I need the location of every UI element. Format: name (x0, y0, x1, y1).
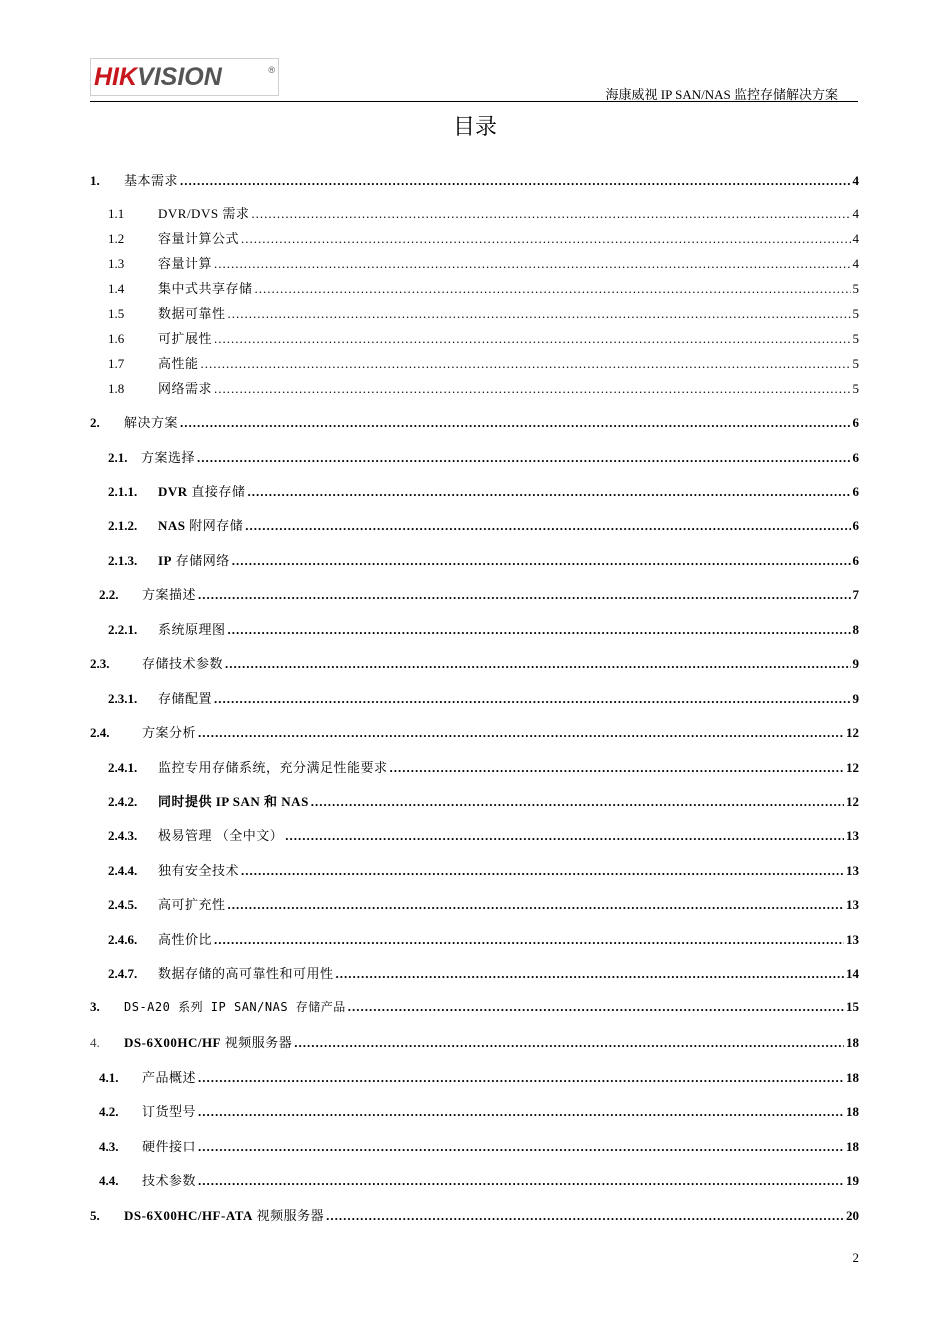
toc-leader-dots (255, 281, 851, 297)
toc-entry-label: DVR/DVS 需求 (158, 206, 250, 221)
toc-entry-page: 18 (846, 1104, 859, 1119)
toc-entry[interactable] (90, 228, 859, 248)
toc-entry-label: 高可扩充性 (158, 897, 226, 912)
toc-entry-number: 1.2 (108, 231, 125, 246)
toc-entry-label: 数据可靠性 (158, 306, 226, 321)
toc-entry-number: 2.4.4. (108, 863, 138, 878)
toc-entry[interactable] (90, 412, 859, 432)
toc-entry-label: 监控专用存储系统，充分满足性能要求 (158, 760, 388, 775)
toc-leader-dots (214, 932, 844, 948)
toc-entry-label: 极易管理 （全中文） (158, 828, 284, 843)
toc-entry-page: 15 (846, 999, 859, 1014)
toc-entry-label: 技术参数 (142, 1173, 197, 1188)
toc-leader-dots (241, 863, 844, 879)
toc-entry-label: 网络需求 (158, 381, 213, 396)
header-divider (90, 101, 858, 102)
toc-entry[interactable] (90, 1032, 859, 1052)
toc-entry-number: 2.3.1. (108, 691, 138, 706)
toc-entry-label: 方案选择 (141, 450, 196, 465)
toc-entry-label: DS-A20 系列 IP SAN/NAS 存储产品 (124, 1000, 346, 1014)
toc-entry-page: 18 (846, 1035, 859, 1050)
toc-entry-number: 4. (90, 1035, 100, 1050)
toc-entry-number: 5. (90, 1208, 100, 1223)
toc-leader-dots (245, 518, 850, 534)
toc-leader-dots (198, 1173, 844, 1189)
toc-entry[interactable] (90, 894, 859, 914)
toc-entry-label-bold: NAS (158, 518, 186, 533)
toc-entry[interactable] (90, 1170, 859, 1190)
toc-leader-dots (201, 356, 851, 372)
toc-entry[interactable] (90, 303, 859, 323)
toc-entry[interactable] (90, 653, 859, 673)
toc-entry-number: 1.7 (108, 356, 125, 371)
toc-entry[interactable] (90, 515, 859, 535)
toc-leader-dots (198, 1139, 844, 1155)
toc-entry-label: 集中式共享存储 (158, 281, 253, 296)
toc-entry-number: 2.4.6. (108, 932, 138, 947)
toc-entry[interactable] (90, 447, 859, 467)
toc-entry-page: 13 (846, 828, 859, 843)
toc-entry-number: 2.3. (90, 656, 110, 671)
toc-leader-dots (180, 173, 850, 189)
toc-entry-page: 5 (852, 381, 859, 396)
toc-entry-page: 6 (852, 450, 859, 465)
toc-entry-label-bold: IP (158, 553, 172, 568)
toc-entry-label: 系统原理图 (158, 622, 226, 637)
toc-entry-number: 4.4. (99, 1173, 119, 1188)
toc-leader-dots (348, 999, 844, 1015)
toc-entry[interactable] (90, 757, 859, 777)
toc-entry-number: 2. (90, 415, 100, 430)
toc-entry-label: 同时提供 IP SAN 和 NAS (158, 794, 309, 809)
toc-entry-label: 数据存储的高可靠性和可用性 (158, 966, 334, 981)
toc-leader-dots (232, 553, 851, 569)
toc-entry[interactable] (90, 688, 859, 708)
toc-leader-dots (214, 256, 850, 272)
toc-entry-label-bold: DS-6X00HC/HF (124, 1035, 221, 1050)
toc-leader-dots (247, 484, 850, 500)
toc-leader-dots (294, 1035, 844, 1051)
toc-entry[interactable] (90, 253, 859, 273)
toc-entry-page: 6 (852, 484, 859, 499)
toc-entry-number: 2.4.5. (108, 897, 138, 912)
toc-entry[interactable] (90, 619, 859, 639)
page-number: 2 (852, 1250, 859, 1265)
toc-entry-number: 2.4. (90, 725, 110, 740)
toc-entry-page: 6 (852, 553, 859, 568)
toc-entry-label-bold: DVR (158, 484, 188, 499)
toc-entry-page: 13 (846, 863, 859, 878)
toc-leader-dots (311, 794, 844, 810)
toc-entry-number: 2.2.1. (108, 622, 138, 637)
toc-entry[interactable] (90, 860, 859, 880)
toc-entry-number: 1.5 (108, 306, 125, 321)
toc-entry-label: 解决方案 (124, 415, 179, 430)
toc-entry-label: 容量计算 (158, 256, 213, 271)
toc-entry-label: 基本需求 (124, 173, 179, 188)
toc-entry-page: 5 (852, 331, 859, 346)
toc-leader-dots (285, 828, 844, 844)
toc-entry[interactable] (90, 722, 859, 742)
toc-entry-label: 存储配置 (158, 691, 213, 706)
toc-entry-label: 独有安全技术 (158, 863, 240, 878)
toc-entry-label: 存储技术参数 (142, 656, 224, 671)
toc-entry-label: 高性价比 (158, 932, 213, 947)
toc-leader-dots (228, 622, 851, 638)
toc-entry[interactable] (90, 481, 859, 501)
toc-entry-page: 20 (846, 1208, 859, 1223)
toc-entry-page: 5 (852, 281, 859, 296)
toc-entry-number: 2.1.3. (108, 553, 138, 568)
toc-entry-page: 13 (846, 897, 859, 912)
toc-title: 目录 (452, 115, 497, 140)
toc-entry[interactable] (90, 929, 859, 949)
toc-entry-number: 1.1 (108, 206, 125, 221)
toc-leader-dots (214, 381, 850, 397)
toc-entry[interactable] (90, 1101, 859, 1121)
toc-entry-label: 方案分析 (142, 725, 197, 740)
toc-entry-page: 7 (852, 587, 859, 602)
toc-entry-number: 2.4.3. (108, 828, 138, 843)
toc-entry[interactable] (90, 328, 859, 348)
toc-entry-page: 4 (852, 206, 859, 221)
toc-entry-label: 高性能 (158, 356, 199, 371)
toc-entry[interactable] (90, 963, 859, 983)
toc-entry-label: 产品概述 (142, 1070, 197, 1085)
toc-entry-label: 可扩展性 (158, 331, 213, 346)
toc-entry-number: 2.1.1. (108, 484, 138, 499)
toc-entry[interactable] (90, 278, 859, 298)
toc-leader-dots (197, 450, 850, 466)
toc-entry[interactable] (90, 203, 859, 223)
toc-entry-page: 19 (846, 1173, 859, 1188)
toc-entry-page: 9 (852, 656, 859, 671)
toc-leader-dots (225, 656, 850, 672)
toc-entry-page: 13 (846, 932, 859, 947)
toc-entry-number: 4.1. (99, 1070, 119, 1085)
toc-entry-number: 1.6 (108, 331, 125, 346)
toc-leader-dots (251, 206, 850, 222)
toc-leader-dots (198, 587, 850, 603)
toc-entry-page: 9 (852, 691, 859, 706)
toc-entry-label: 直接存储 (187, 484, 246, 499)
toc-leader-dots (326, 1208, 844, 1224)
toc-entry-page: 18 (846, 1070, 859, 1085)
toc-entry[interactable] (90, 550, 859, 570)
toc-leader-dots (228, 897, 844, 913)
toc-entry-label: 存储网络 (172, 553, 230, 568)
toc-entry-page: 4 (852, 173, 859, 188)
toc-entry-page: 12 (846, 760, 859, 775)
toc-entry-label: 方案描述 (142, 587, 197, 602)
toc-entry-page: 12 (846, 794, 859, 809)
toc-leader-dots (198, 1070, 844, 1086)
toc-entry[interactable] (90, 998, 859, 1018)
toc-entry-page: 12 (846, 725, 859, 740)
toc-leader-dots (198, 725, 844, 741)
toc-entry[interactable] (90, 1136, 859, 1156)
toc-entry-number: 3. (90, 999, 100, 1014)
toc-entry[interactable] (90, 1205, 859, 1225)
toc-leader-dots (214, 691, 850, 707)
toc-entry-label: 视频服务器 (252, 1208, 325, 1223)
header-title: 海康威视 IP SAN/NAS 监控存储解决方案 (605, 87, 838, 102)
toc-leader-dots (390, 760, 844, 776)
toc-entry-page: 6 (852, 415, 859, 430)
toc-entry-page: 4 (852, 256, 859, 271)
toc-entry-label: 订货型号 (142, 1104, 197, 1119)
toc-entry[interactable] (90, 1067, 859, 1087)
toc-entry-page: 5 (852, 306, 859, 321)
toc-entry-number: 2.4.1. (108, 760, 138, 775)
toc-leader-dots (180, 415, 850, 431)
toc-entry-number: 2.4.2. (108, 794, 138, 809)
toc-entry-number: 2.4.7. (108, 966, 138, 981)
toc-entry-label: 容量计算公式 (158, 231, 240, 246)
toc-entry[interactable] (90, 353, 859, 373)
toc-leader-dots (228, 306, 851, 322)
toc-entry[interactable] (90, 170, 859, 190)
logo-wordmark: HIKVISION (94, 62, 222, 91)
toc-entry-number: 1.4 (108, 281, 125, 296)
toc-entry-page: 18 (846, 1139, 859, 1154)
toc-entry-number: 2.2. (99, 587, 119, 602)
toc-entry-page: 14 (846, 966, 859, 981)
toc-entry-page: 8 (852, 622, 859, 637)
toc-entry-number: 2.1. (108, 450, 128, 465)
toc-entry-page: 6 (852, 518, 859, 533)
toc-entry-label: 视频服务器 (221, 1035, 293, 1050)
hikvision-logo (90, 58, 279, 96)
toc-leader-dots (241, 231, 850, 247)
toc-entry-number: 4.3. (99, 1139, 119, 1154)
toc-leader-dots (198, 1104, 844, 1120)
toc-entry-number: 1. (90, 173, 100, 188)
toc-entry-number: 4.2. (99, 1104, 119, 1119)
toc-entry-page: 5 (852, 356, 859, 371)
toc-entry[interactable] (90, 378, 859, 398)
toc-entry[interactable] (90, 791, 859, 811)
toc-entry-label-bold: DS-6X00HC/HF-ATA (124, 1208, 253, 1223)
toc-entry-page: 4 (852, 231, 859, 246)
toc-entry-label: 硬件接口 (142, 1139, 197, 1154)
toc-entry-number: 1.8 (108, 381, 125, 396)
toc-leader-dots (336, 966, 844, 982)
toc-entry[interactable] (90, 584, 859, 604)
toc-entry-number: 1.3 (108, 256, 125, 271)
toc-entry-label: 附网存储 (185, 518, 244, 533)
registered-mark: ® (268, 65, 275, 75)
toc-entry-number: 2.1.2. (108, 518, 138, 533)
toc-entry[interactable] (90, 825, 859, 845)
toc-leader-dots (214, 331, 850, 347)
